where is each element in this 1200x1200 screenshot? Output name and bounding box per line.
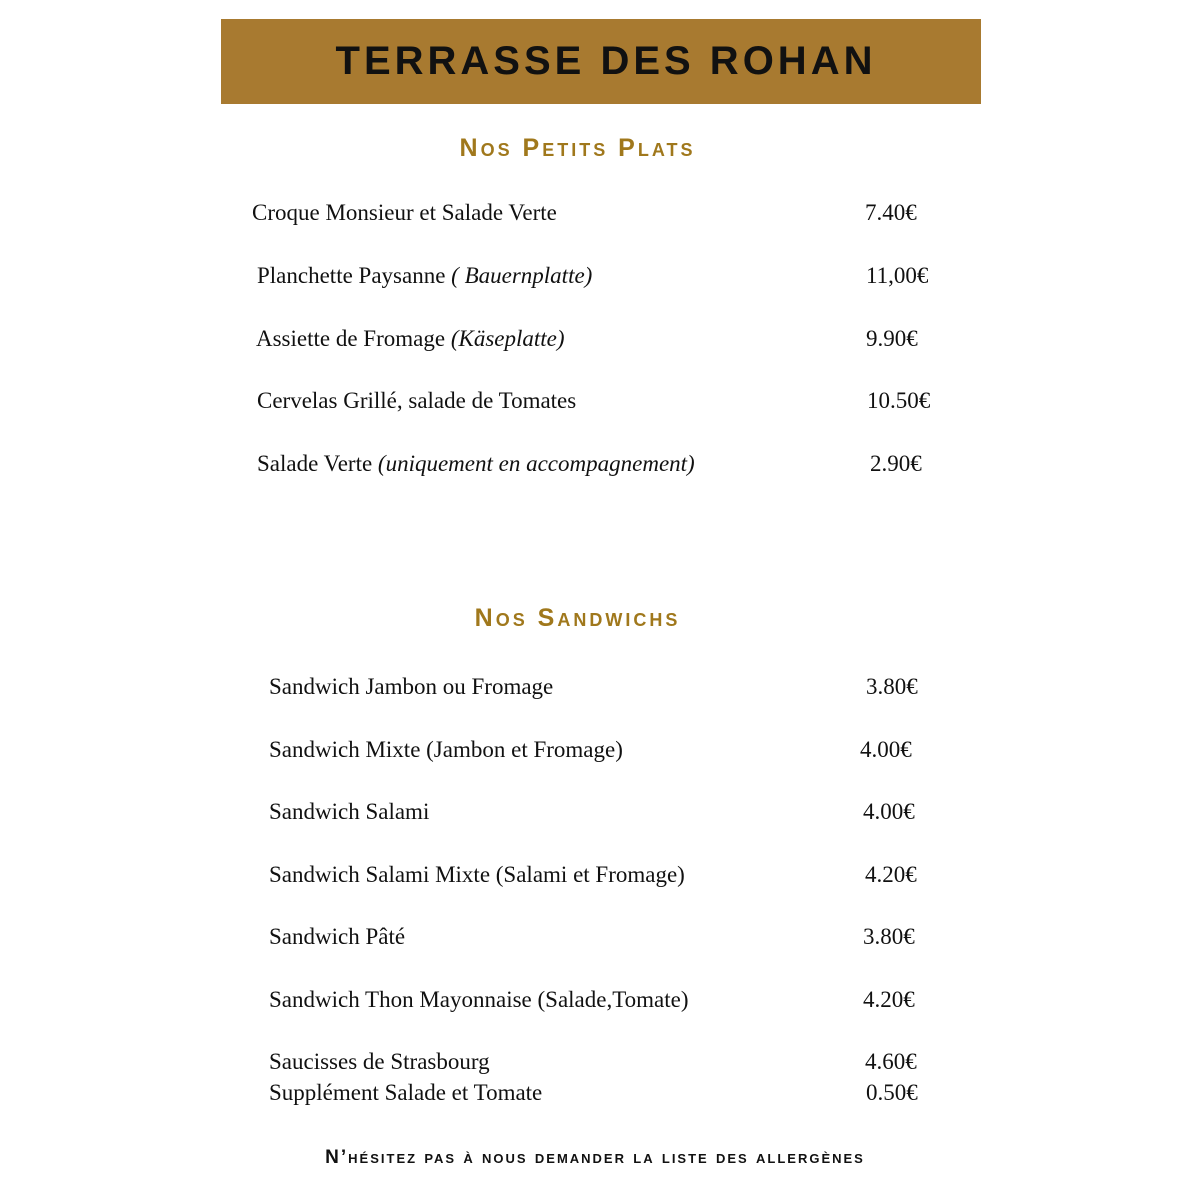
section-title-sandwichs: Nos Sandwichs (474, 604, 681, 632)
menu-item (0, 922, 1200, 952)
item-price: 4.00€ (863, 799, 915, 824)
item-price: 4.00€ (860, 737, 912, 762)
item-price: 3.80€ (863, 924, 915, 949)
menu-item (0, 386, 1200, 416)
item-name (269, 860, 685, 890)
item-price: 10.50€ (867, 388, 931, 413)
menu-item (0, 797, 1200, 827)
item-price: 7.40€ (865, 200, 917, 225)
item-name (269, 672, 553, 702)
menu-item (0, 735, 1200, 765)
item-name-text: Planchette Paysanne (257, 263, 452, 288)
item-note: (Käseplatte) (450, 326, 565, 351)
item-name-text: Assiette de Fromage (256, 326, 451, 351)
menu-item (0, 860, 1200, 890)
item-price: 0.50€ (866, 1080, 918, 1105)
restaurant-banner (221, 19, 981, 104)
item-name-text: Sandwich Jambon ou Fromage (269, 674, 554, 699)
section-title-petits-plats: Nos Petits Plats (459, 134, 696, 162)
item-price: 11,00€ (866, 263, 929, 288)
menu-item (0, 985, 1200, 1015)
item-name-text: Sandwich Thon Mayonnaise (Salade,Tomate) (269, 987, 689, 1012)
item-name-text: Cervelas Grillé, salade de Tomates (257, 388, 577, 413)
item-name (269, 735, 623, 765)
item-name (269, 922, 405, 952)
item-name (257, 449, 695, 479)
menu-item (0, 1078, 1200, 1108)
item-name (269, 1047, 490, 1077)
item-name-text: Croque Monsieur et Salade Verte (252, 200, 557, 225)
menu-item (0, 261, 1200, 291)
item-note: (uniquement en accompagnement) (377, 451, 695, 476)
menu-item (0, 198, 1200, 228)
item-price: 9.90€ (866, 326, 918, 351)
item-name (269, 985, 689, 1015)
item-name (257, 386, 576, 416)
item-name (257, 261, 592, 291)
item-price: 4.20€ (863, 987, 915, 1012)
menu-item (0, 324, 1200, 354)
item-name-text: Sandwich Pâté (269, 924, 406, 949)
menu-item (0, 672, 1200, 702)
allergen-notice: N’hésitez pas à nous demander la liste des allergènes (325, 1147, 865, 1168)
item-name (269, 1078, 542, 1108)
menu-item (0, 449, 1200, 479)
item-name-text: Saucisses de Strasbourg (269, 1049, 490, 1074)
restaurant-title: TERRASSE DES ROHAN (335, 39, 877, 83)
item-note: ( Bauernplatte) (451, 263, 593, 288)
item-price: 2.90€ (870, 451, 922, 476)
item-price: 4.60€ (865, 1049, 917, 1074)
item-name-text: Sandwich Salami (269, 799, 430, 824)
item-price: 3.80€ (866, 674, 918, 699)
item-name (269, 797, 429, 827)
item-name (256, 324, 565, 354)
item-name (252, 198, 557, 228)
item-price: 4.20€ (865, 862, 917, 887)
item-name-text: Sandwich Salami Mixte (Salami et Fromage) (269, 862, 685, 887)
item-name-text: Supplément Salade et Tomate (269, 1080, 543, 1105)
item-name-text: Salade Verte (257, 451, 378, 476)
item-name-text: Sandwich Mixte (Jambon et Fromage) (269, 737, 623, 762)
menu-item (0, 1047, 1200, 1077)
